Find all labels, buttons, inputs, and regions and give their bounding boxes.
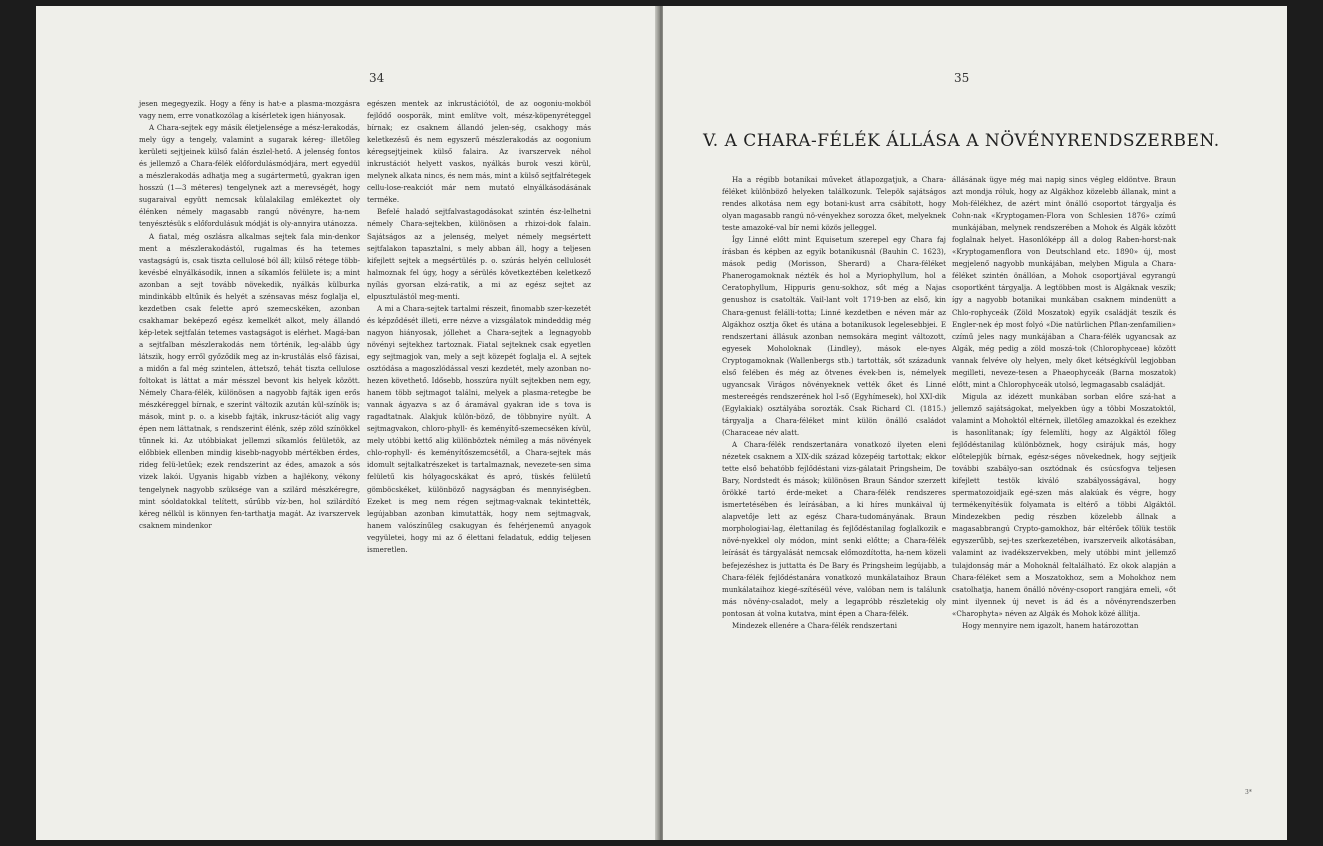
paragraph: Ha a régibb botanikai műveket átlapozgatjuk, a Chara-féléket különböző helyeken találkozunk. Telepök sajátságos rendes alkotása nem egy botani-kust arra csábított, hogy olyan magasabb rangú nö-vényekhez sorozza őket, melyeknek teste amazoké-val bír nemi közös jelleggel. [722,175,946,233]
paragraph: Befelé haladó sejtfalvastagodásokat szintén ész-lelhetni némely Chara-sejtekben, különösen a rhizoi-dok falain. Sajátságos az a jelenség, melyet némely megsértett sejtfalakon tapasztalni, s mely abban áll, hogy a teljesen kifejlett sejtek a megsértülés p. o. szúrás helyén cellulosét halmoznak fel úgy, hogy a sérülés következtében keletkező nyílás gyorsan elzá-ratik, a mi az egész sejtet az elpusztulástól meg-menti. [367,207,591,301]
paragraph: egészen mentek az inkrustációtól, de az oogoniu-mokból fejlődő oosporák, mint említve volt, mész-köpenyréteggel bírnak; ez csaknem állandó jelen-ség, csakhogy más keletkezésű és nem egyszerű mészlerakodás az oogonium kéregsejtjeinek külső falaira. Az ivarszervek néhol inkrustációt helyett vaskos, nyálkás burok veszi körül, melynek alkata nincs, és nem más, mint a külső sejtfalrétegek cellu-lose-reakciót már nem mutató elnyálkásodásának terméke. [367,99,591,205]
paragraph: jesen megegyezik. Hogy a fény is hat-e a plasma-mozgásra vagy nem, erre vonatkozólag a kísérletek igen hiányosak. [139,99,360,121]
right-column-1 [722,174,946,632]
left-column-1 [139,98,360,532]
paragraph: Így Linné előtt mint Equisetum szerepel egy Chara faj írásban és képben az egyik botanikusnál (Bauhin C. 1623), mások pedig (Morisson, Sherard) a Chara-féléket Phanerogamoknak nézték és hol a Myriophyllum, hol a Ceratophyllum, Hippuris genu-sokhoz, sőt még a Najas genushoz is csatolták. Vail-lant volt 1719-ben az első, kin Chara-genust felálli-totta; Linné kezdetben e néven már az Algákhoz osztja őket és utána a botanikusok legelesebbjei. E rendszertani állásuk azonban nemsokára megint változott, egyesek Moholoknak (Lindley), mások ele-nyes Cryptogamoknak (Wallenbergs stb.) tartották, sőt századunk első felében és még az ötvenes évek-ben is, némelyek ugyancsak Virágos növényeknek vették őket és Linné mestereégés rendszerének hol I-ső (Egyhímesek), hol XXI-dik (Egylakiak) osztályába sorozták. Csak Richard Cl. (1815.) tárgyalja a Chara-féléket mint külön önálló családot (Characeae név alatt. [722,235,946,437]
paragraph: állásának ügye még mai napig sincs végleg eldöntve. Braun azt mondja róluk, hogy az Algákhoz közelebb állanak, mint a Moh-félékhez, de azért mint önálló csoportot tárgyalja és Cohn-nak «Kryptogamen-Flora von Schlesien 1876» czímű munkájában, melynek rendszerében a Mohok és Algák között foglalnak helyet. Hasonlóképp áll a dolog Raben-horst-nak «Kryptogamenflora von Deutschland etc. 1890» új, most megjelenő nagyobb munkájában, melyben Migula a Chara-féléket szintén önállóan, a Mohok csoportjával egyrangú csoportként tárgyalja. A legtöbben most is Algáknak veszik; így a nagyobb botanikai munkában csaknem mindenütt a Chlo-rophyceák (Zöld Moszatok) egyik családját teszik és Engler-nek ép most folyó «Die natürlichen Pflan-zenfamilien» czímű jeles nagy munkájában a Chara-félék ugyancsak az Algák, még pedig a zöld moszá-tok (Chlorophyceae) között vannak felvéve oly helyen, mely őket kétségkívül legjobban megilleti, neveze-tesen a Phaeophyceák (Barna moszatok) előtt, mint a Chlorophyceák utolsó, legmagasabb családját. [952,175,1176,389]
chapter-title: V. A CHARA-FÉLÉK ÁLLÁSA A NÖVÉNYRENDSZERBEN. [703,131,1220,151]
paragraph: A Chara-sejtek egy másik életjelensége a mész-lerakodás, mely úgy a tengely, valamint a sugarak kéreg- illetőleg kerületi sejtjeinek külső falán észlel-hető. A jelenség fontos és jellemző a Chara-félék előfordulásmódjára, mert egyedül a mészlerakodás adhatja meg a sugártermetű, gyakran igen hosszú (1—3 méteres) tengelynek azt a merevségét, hogy sugaraival együtt nemcsak külalakilag emlékeztet oly élénken némely magasabb rangú növényre, ha-nem tenyésztésük s előfordulásuk módját is oly-annyira utánozza. [139,123,360,229]
paragraph: Mindezek ellenére a Chara-félék rendszertani [732,620,898,630]
paragraph: Migula az idézett munkában sorban előre szá-hat a jellemző sajátságokat, melyekben úgy a többi Moszatoktól, valamint a Mohoktól eltérnek, illetőleg amazokkal és ezekhez is hasonlítanak; így felemlíti, hogy az Algáktól főleg fejlődéstanilag különböznek, hogy csirájuk más, hogy előtelepjük bírnak, egész-séges növekednek, hogy sejtjeik további szabályo-san osztódnak és csúcsfogva teljesen kifejlett testök kiváló szabályosságával, hogy spermatozoidjaik egé-szen más alakúak és végre, hogy termékenyítésük folyamata is eltérő a többi Algáktól. Mindezekben pedig részben közelebb állnak a magasabbrangú Crypto-gamokhoz, bár eltérőek tőlük testök egyszerűbb, sej-tes szerkezetében, ivarszerveik alkotásában, valamint az ivadékszervekben, mely utóbbi mint jellemző tulajdonság már a Mohoknál feltalálható. Ez okok alapján a Chara-féléket sem a Moszatokhoz, sem a Mohokhoz nem csatolhatja, hanem önálló növény-csoport rangjára emeli, «őt mint ilyennek új nevet is ád és a növényrendszerben «Charophyta» néven az Algák és Mohok közé állítja. [952,391,1176,618]
paragraph: A mi a Chara-sejtek tartalmi részeit, finomabb szer-kezetét és képződését illeti, erre nézve a vizsgálatok mindeddig még nagyon hiányosak, jóllehet a Chara-sejtek a legnagyobb növényi sejtekhez tartoznak. Fiatal sejteknek csak egyetlen egy sejtmagjok van, mely a sejt közepét foglalja el. A sejtek osztódása a magoszlódással veszi kezdetét, mely azonban no-hezen követhető. Idősebb, hosszúra nyúlt sejtekben nem egy, hanem több sejtmagot találni, melyek a plasma-retegbe be vannak ágyazva s az ő áramával gyakran ide s tova is ragadtatnak. Alakjuk külön-böző, de többnyire nyúlt. A sejtmagvakon, chloro-phyll- és keményítő-szemecséken kívül, mely utóbbi kettő alig különböztek némileg a más növények chlo-rophyll- és keményítőszemcsétől, a Chara-sejtek más idomult sejtalkatrészeket is tartalmaznak, nevezete-sen sima felületű kis hólyagocskákat és apró, tüskés felületű gömböcskéket, különböző nagyságban és mennyiségben. Ezeket is meg nem régen sejtmag-vaknak tekintették, legújabban azonban kimutatták, hogy nem sejtmagvak, hanem valószínűleg csakugyan és fehérjenemű anyagok vegyületei, hogy mi az ő élettani feladatuk, eddig teljesen ismeretlen. [367,303,591,554]
paragraph: Hogy mennyire nem igazolt, hanem határozottan [962,620,1139,630]
signature-mark: 3* [1245,789,1252,796]
left-column-2 [367,98,591,556]
paragraph: A fiatal, még oszlásra alkalmas sejtek fala min-denkor ment a mészlerakodástól, rugalmas és ha tetemes vastagságú is, csak tiszta cellulosé ból áll; külső rétege több-kevésbé elnyálkásodik, innen a síkamlós felülete is; a mint azonban a sejt tovább növekedik, nyálkás külburka mindinkább eltűnik és helyét a szénsavas mész foglalja el, kezdetben csak felette apró szemecskéken, azonban csakhamar beképező egész kemelkét alkot, mely állandó kép-letek sejtfalán tetemes vastagságot is elérhet. Magá-ban a sejtfalban mészlerakodás nem történik, leg-alább úgy látszik, hogy erről győződik meg az in-krustálás első fázisai, a midőn a fal még szintelen, áttetsző, tehát tiszta cellulose foltokat is láttat a már mésszel bevont kis helyek között. Némely Chara-félék, különösen a nagyobb fajták igen erős mészkéreggel bírnak, e szerint változik azután kül-színök is; mások, mint p. o. a kisebb fajták, inkrusz-tációt alig vagy épen nem láttatnak, s rendszerint élénk, szép zöld színökkel tűnnek ki. Az utóbbiakat jellemzi síkamlós felületök, az előbbiek ellenben mindig kisebb-nagyobb mértékben érdes, rideg felü-letűek; ezek rendszerint az édes, amazok a sós vizek lakói. Ugyanis higabb vízben a hajlékony, vékony tengelynek nagyobb szüksége van a szilárd mészkéregre, mint sóoldatokkal telített, sűrűbb víz-ben, hol szilárdító kéreg nélkül is könnyen fen-tarthatja magát. Az ivarszervek csaknem mindenkor [139,231,360,530]
left-page [36,6,659,840]
page-number-left: 34 [369,71,385,85]
page-number-right: 35 [954,71,970,85]
paragraph: A Chara-félék rendszertanára vonatkozó ilyeten eleni nézetek csaknem a XIX-dik század közepéig tartottak; ekkor tette első behatóbb fejlődéstani vizs-gálatait Pringsheim, De Bary, Nordstedt és mások; különösen Braun Sándor szerzett örökké tartó érde-meket a Chara-félék rendszeres ismertetésében és leírásában, a ki híres munkáival új alapvetője lett az egész Chara-tudományának. Braun morphologiai-lag, élettanilag és fejlődéstanilag foglalkozik e növé-nyekkel oly módon, mint senki előtte; a Chara-félék leírását és tárgyalását nemcsak előmozdította, ha-nem közeli befejezéshez is juttatta és De Bary és Pringsheim legújabb, a Chara-félék fejlődéstanára vonatkozó munkálataihoz Braun munkálataihoz kiegé-szítéséül véve, valóban nem is találunk más növény-csaladot, mely a legapróbb részletekig oly pontosan át volna kutatva, mint épen a Chara-félék. [722,440,946,618]
right-column-2 [952,174,1176,632]
right-page [663,6,1287,840]
